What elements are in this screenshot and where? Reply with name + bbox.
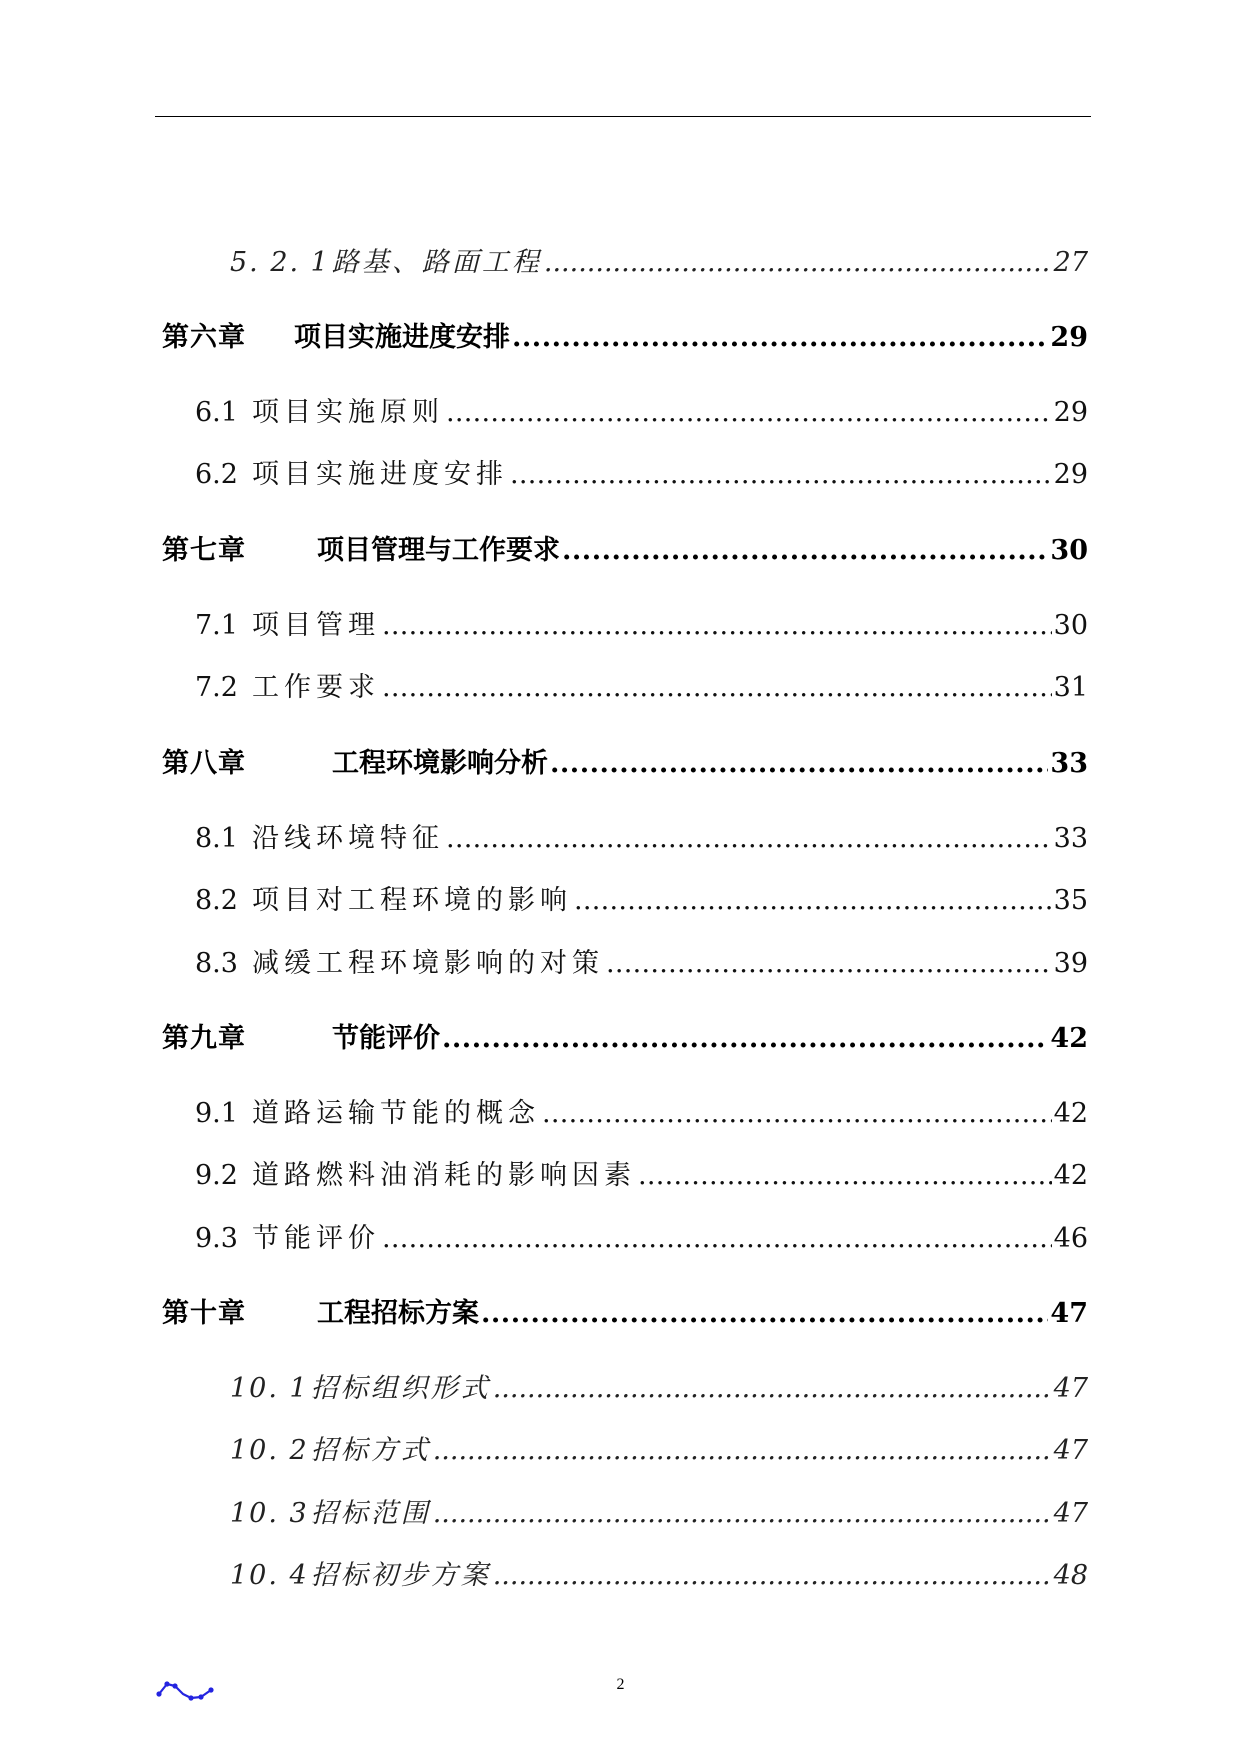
toc-entry-page: 39 — [1053, 948, 1088, 979]
toc-entry-title: 道路燃料油消耗的影响因素 — [251, 1160, 636, 1191]
toc-entry-title: 招标范围 — [310, 1498, 431, 1529]
toc-entry-page: 47 — [1053, 1435, 1088, 1466]
toc-entry-title: 项目对工程环境的影响 — [251, 885, 572, 916]
toc-entry-10-2[interactable] — [230, 1428, 1088, 1467]
page-number: 2 — [616, 1676, 625, 1693]
toc-entry-6-1[interactable] — [195, 390, 1088, 429]
toc-entry-page: 30 — [1050, 535, 1088, 566]
toc-entry-number: 7.2 — [195, 672, 238, 703]
toc-leader-dots — [493, 1560, 1052, 1591]
toc-entry-9-2[interactable] — [195, 1153, 1088, 1192]
toc-entry-number: 6.1 — [195, 397, 238, 428]
toc-entry-page: 42 — [1053, 1098, 1088, 1129]
toc-leader-dots — [606, 948, 1052, 979]
toc-chapter-8[interactable] — [162, 741, 1088, 780]
toc-entry-7-1[interactable] — [195, 603, 1088, 642]
toc-entry-number: 10. 3 — [230, 1498, 309, 1529]
toc-entry-number: 9.2 — [195, 1160, 238, 1191]
toc-entry-page: 29 — [1053, 459, 1088, 490]
toc-entry-page: 42 — [1053, 1160, 1088, 1191]
toc-entry-number: 7.1 — [195, 610, 238, 641]
toc-entry-page: 48 — [1053, 1560, 1088, 1591]
toc-leader-dots — [542, 1098, 1052, 1129]
toc-entry-page: 29 — [1050, 322, 1088, 353]
toc-entry-page: 35 — [1053, 885, 1088, 916]
toc-chapter-7[interactable] — [162, 528, 1088, 567]
toc-entry-title: 项目管理 — [251, 610, 380, 641]
toc-entry-number: 10. 1 — [230, 1373, 309, 1404]
toc-entry-title: 工作要求 — [251, 672, 380, 703]
toc-entry-page: 29 — [1053, 397, 1088, 428]
toc-leader-dots — [382, 1223, 1052, 1254]
toc-entry-9-1[interactable] — [195, 1091, 1088, 1130]
toc-chapter-title: 项目实施进度安排 — [294, 322, 510, 353]
toc-entry-number: 8.3 — [195, 948, 238, 979]
toc-chapter-6[interactable] — [162, 315, 1088, 354]
toc-chapter-number: 第九章 — [162, 1023, 246, 1054]
toc-leader-dots — [550, 748, 1048, 779]
toc-chapter-title: 节能评价 — [332, 1023, 440, 1054]
toc-entry-6-2[interactable] — [195, 452, 1088, 491]
toc-chapter-title: 工程环境影响分析 — [332, 748, 548, 779]
toc-leader-dots — [512, 322, 1048, 353]
toc-entry-10-4[interactable] — [230, 1553, 1088, 1592]
toc-chapter-number: 第八章 — [162, 748, 246, 779]
toc-entry-page: 33 — [1050, 748, 1088, 779]
toc-entry-page: 47 — [1053, 1498, 1088, 1529]
toc-entry-10-1[interactable] — [230, 1366, 1088, 1405]
toc-leader-dots — [638, 1160, 1052, 1191]
toc-entry-page: 46 — [1053, 1223, 1088, 1254]
toc-leader-dots — [562, 535, 1048, 566]
toc-entry-page: 47 — [1050, 1298, 1088, 1329]
toc-chapter-number: 第六章 — [162, 322, 246, 353]
toc-entry-8-2[interactable] — [195, 878, 1088, 917]
toc-entry-10-3[interactable] — [230, 1491, 1088, 1530]
toc-entry-page: 47 — [1053, 1373, 1088, 1404]
toc-entry-9-3[interactable] — [195, 1216, 1088, 1255]
toc-entry-title: 道路运输节能的概念 — [251, 1098, 540, 1129]
toc-entry-number: 8.1 — [195, 823, 238, 854]
toc-chapter-title: 工程招标方案 — [317, 1298, 479, 1329]
toc-leader-dots — [544, 247, 1052, 278]
toc-leader-dots — [446, 397, 1052, 428]
toc-entry-title: 节能评价 — [251, 1223, 380, 1254]
toc-leader-dots — [433, 1435, 1052, 1466]
toc-entry-page: 42 — [1050, 1023, 1088, 1054]
toc-chapter-number: 第十章 — [162, 1298, 246, 1329]
toc-entry-number: 9.1 — [195, 1098, 238, 1129]
toc-entry-page: 31 — [1053, 672, 1088, 703]
toc-leader-dots — [382, 610, 1052, 641]
toc-entry-title: 项目实施原则 — [251, 397, 444, 428]
toc-entry-number: 6.2 — [195, 459, 238, 490]
toc-leader-dots — [493, 1373, 1052, 1404]
toc-entry-number: 5. 2. 1 — [230, 247, 330, 278]
toc-chapter-number: 第七章 — [162, 535, 246, 566]
toc-entry-title: 招标组织形式 — [310, 1373, 491, 1404]
toc-entry-8-3[interactable] — [195, 941, 1088, 980]
toc-entry-title: 沿线环境特征 — [251, 823, 444, 854]
toc-entry-title: 路基、路面工程 — [331, 247, 542, 278]
toc-chapter-9[interactable] — [162, 1016, 1088, 1055]
toc-entry-number: 10. 4 — [230, 1560, 309, 1591]
toc-entry-title: 招标初步方案 — [310, 1560, 491, 1591]
toc-entry-number: 8.2 — [195, 885, 238, 916]
toc-leader-dots — [574, 885, 1052, 916]
toc-chapter-10[interactable] — [162, 1291, 1088, 1330]
toc-leader-dots — [510, 459, 1052, 490]
toc-entry-7-2[interactable] — [195, 665, 1088, 704]
toc-entry-page: 27 — [1053, 247, 1088, 278]
toc-leader-dots — [382, 672, 1052, 703]
toc-leader-dots — [481, 1298, 1048, 1329]
toc-leader-dots — [446, 823, 1052, 854]
toc-chapter-title: 项目管理与工作要求 — [317, 535, 560, 566]
header-rule — [155, 116, 1091, 117]
toc-leader-dots — [433, 1498, 1052, 1529]
toc-entry-5-2-1[interactable] — [230, 240, 1088, 279]
toc-entry-title: 招标方式 — [310, 1435, 431, 1466]
toc-entry-page: 33 — [1053, 823, 1088, 854]
toc-leader-dots — [442, 1023, 1048, 1054]
toc-entry-title: 项目实施进度安排 — [251, 459, 508, 490]
toc-entry-number: 9.3 — [195, 1223, 238, 1254]
toc-entry-number: 10. 2 — [230, 1435, 309, 1466]
toc-entry-title: 减缓工程环境影响的对策 — [251, 948, 604, 979]
toc-entry-8-1[interactable] — [195, 816, 1088, 855]
toc-entry-page: 30 — [1053, 610, 1088, 641]
